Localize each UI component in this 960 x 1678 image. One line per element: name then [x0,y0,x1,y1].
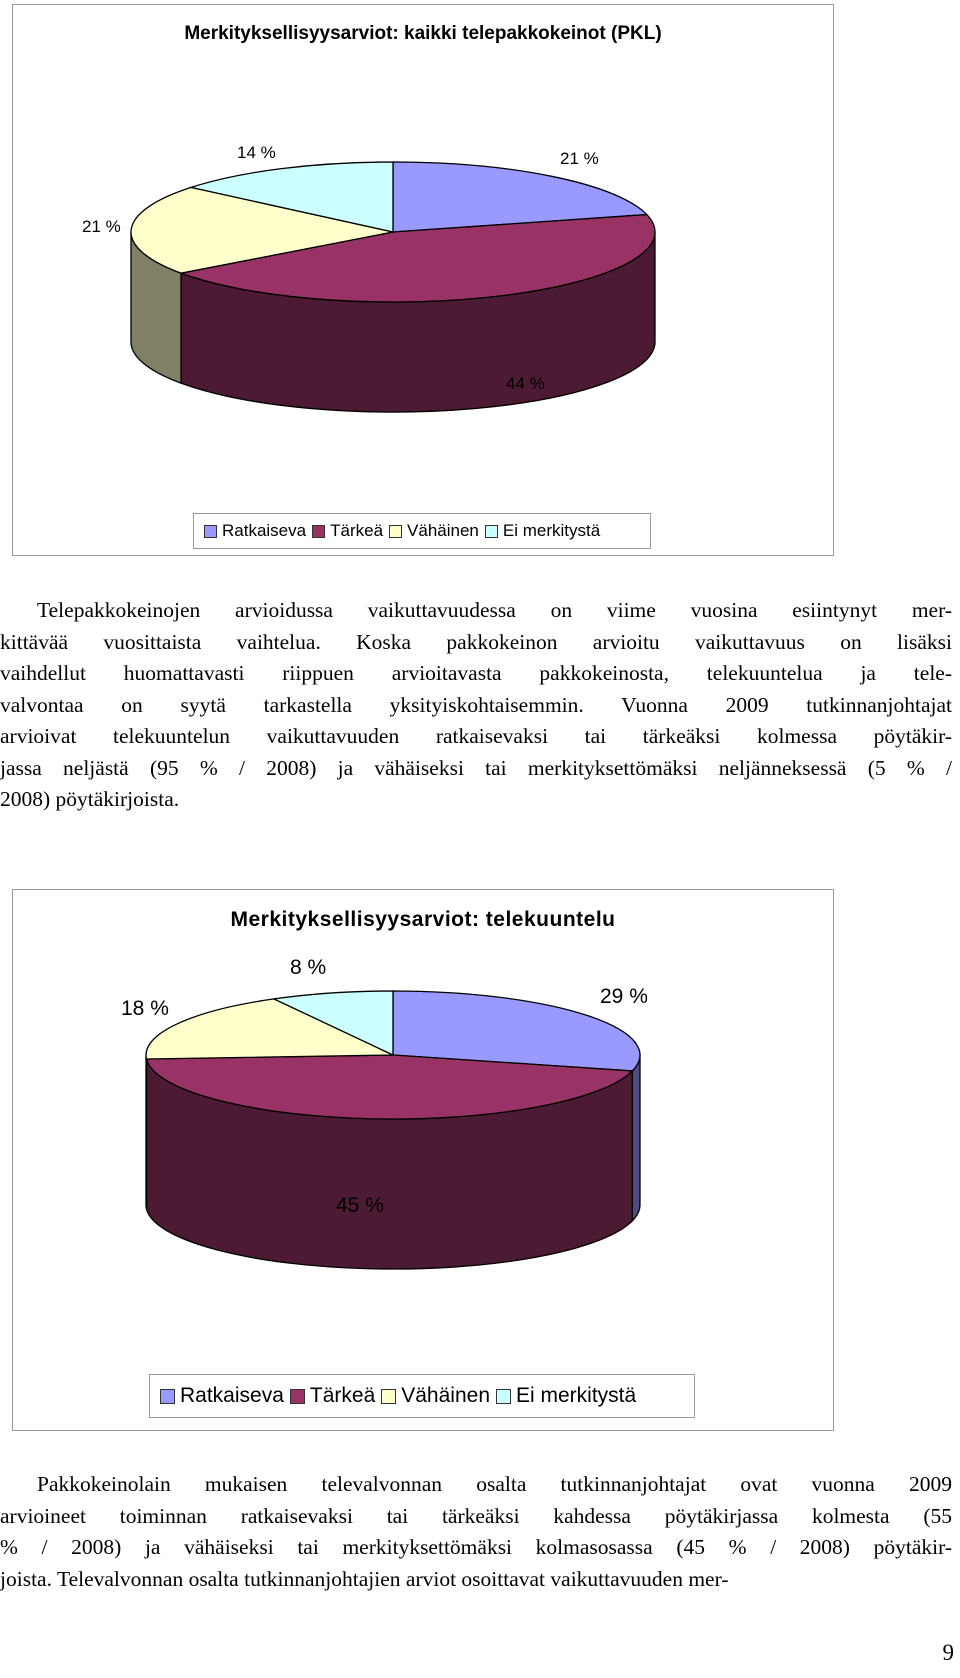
paragraph-line: % / 2008) ja vähäiseksi tai merkityksettömäksi kolmasosassa (45 % / 2008) pöytäkir- [0,1535,952,1559]
chart-legend [149,1374,695,1418]
legend-item-ratkaiseva [160,1384,284,1408]
slice-value-label: 8 % [290,956,327,979]
page-number: 9 [942,1640,954,1665]
paragraph-line: joista. Televalvonnan osalta tutkinnanjohtajien arviot osoittavat vaikuttavuuden mer- [0,1566,729,1591]
chart-legend [193,513,651,549]
legend-item-vahainen [381,1384,490,1408]
legend-item-vahainen [389,521,479,541]
legend-label: Ei merkitystä [516,1384,637,1407]
slice-value-label: 18 % [121,997,169,1020]
slice-value-label: 44 % [506,374,545,393]
body-paragraph-2 [0,1469,952,1595]
legend-swatch [496,1389,511,1404]
paragraph-line: jassa neljästä (95 % / 2008) ja vähäiseksi tai merkityksettömäksi neljänneksessä (5 % / [0,755,952,780]
paragraph-line: Pakkokeinolain mukaisen televalvonnan osalta tutkinnanjohtajat ovat vuonna 2009 [37,1472,952,1496]
slice-value-label: 29 % [600,985,648,1008]
pie-chart [13,890,833,1370]
legend-label: Ratkaiseva [180,1384,284,1407]
paragraph-line: vaihdellut huomattavasti riippuen arvioitavasta pakkokeinosta, telekuuntelua ja tele- [0,661,952,685]
legend-swatch [381,1389,396,1404]
chart-title: Merkityksellisyysarviot: kaikki telepakkokeinot (PKL) [184,23,662,44]
legend-swatch [290,1389,305,1404]
legend-item-ratkaiseva [204,521,306,541]
paragraph-line: Telepakkokeinojen arvioidussa vaikuttavuudessa on viime vuosina esiintynyt mer- [37,598,952,622]
legend-item-ei-merkitysta [485,521,600,541]
legend-swatch [160,1389,175,1404]
legend-swatch [204,525,217,538]
slice-value-label: 21 % [82,217,121,236]
legend-swatch [312,525,325,538]
legend-label: Vähäinen [407,521,479,540]
legend-swatch [485,525,498,538]
chart-title: Merkityksellisyysarviot: telekuuntelu [230,908,616,931]
chart-all-coercive-measures [12,4,834,556]
legend-label: Ei merkitystä [502,521,601,540]
paragraph-line: arvioivat telekuuntelun vaikuttavuuden ratkaisevaksi tai tärkeäksi kolmessa pöytäkir- [0,724,952,748]
paragraph-line: kittävää vuosittaista vaihtelua. Koska pakkokeinon arvioitu vaikuttavuus on lisäksi [0,629,952,654]
slice-value-label: 14 % [237,143,276,162]
chart-telephone-interception [12,889,834,1431]
legend-label: Vähäinen [401,1384,490,1407]
pie-chart [13,5,833,505]
paragraph-line: 2008) pöytäkirjoista. [0,787,180,811]
legend-label: Tärkeä [309,1384,376,1407]
body-paragraph-1 [0,595,952,816]
paragraph-line: valvontaa on syytä tarkastella yksityiskohtaisemmin. Vuonna 2009 tutkinnanjohtajat [0,692,952,717]
slice-value-label: 45 % [336,1194,384,1217]
legend-item-tarkea [290,1384,375,1408]
legend-swatch [389,525,402,538]
pie-side-ratkaiseva [632,1055,640,1221]
legend-label: Tärkeä [330,521,384,540]
paragraph-line: arvioineet toiminnan ratkaisevaksi tai tärkeäksi kahdessa pöytäkirjassa kolmesta (55 [0,1503,952,1528]
slice-value-label: 21 % [560,149,599,168]
legend-item-ei-merkitysta [496,1384,636,1408]
legend-item-tarkea [312,521,383,541]
legend-label: Ratkaiseva [222,521,307,540]
